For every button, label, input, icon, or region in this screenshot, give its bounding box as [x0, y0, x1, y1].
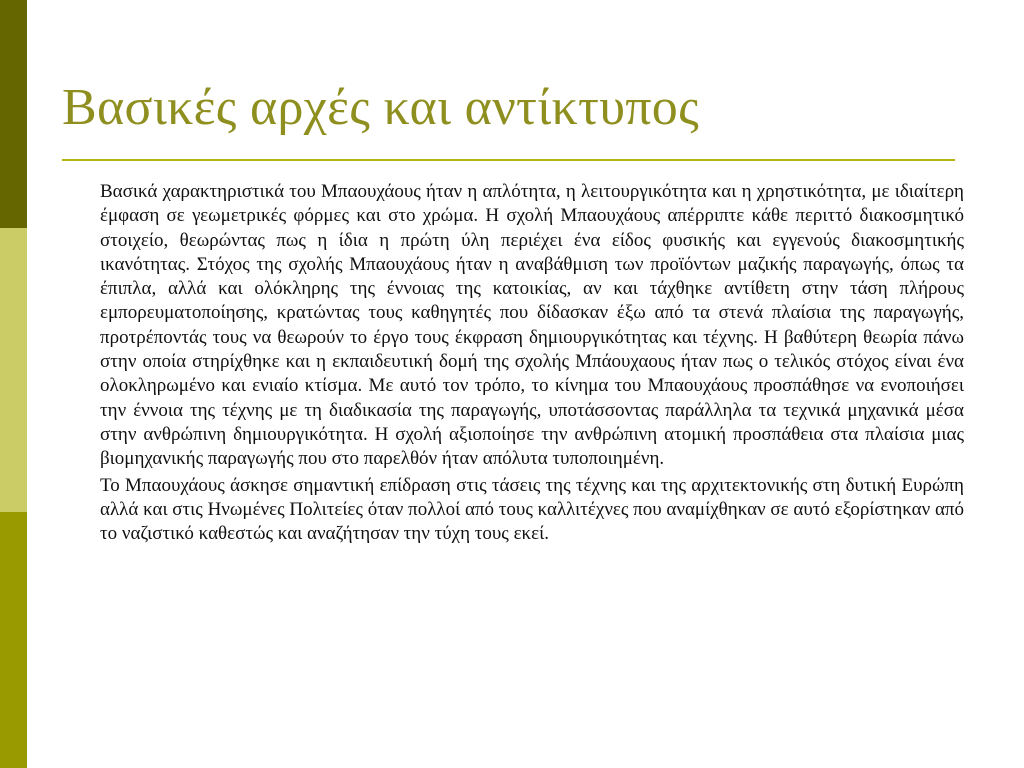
body-paragraph-2: Το Μπαουχάους άσκησε σημαντική επίδραση στις τάσεις της τέχνης και της αρχιτεκτονικής στη δυτική Ευρώπη αλλά και στις Ηνωμένες Πολιτείες όταν πολλοί από τους καλλιτέχνες που αναμίχθηκαν σε αυτό εξορίστηκαν από το ναζιστικό καθεστώς και αναζήτησαν την τύχη τους εκεί. — [100, 474, 965, 545]
slide-body — [100, 180, 964, 546]
body-paragraph-1: Βασικά χαρακτηριστικά του Μπαουχάους ήταν η απλότητα, η λειτουργικότητα και η χρηστικότητα, με ιδιαίτερη έμφαση σε γεωμετρικές φόρμες και στο χρώμα. Η σχολή Μπαουχάους απέρριπτε κάθε περιττό διακοσμητικό στοιχείο, θεωρώντας πως η ίδια η πρώτη ύλη περιέχει ένα είδος φυσικής και εγγενούς διακοσμητικής ικανότητας. Στόχος της σχολής Μπαουχάους ήταν η αναβάθμιση των προϊόντων μαζικής παραγωγής, όπως τα έπιπλα, αλλά και ολόκληρης της έννοιας της κατοικίας, αν και τάχθηκε αντίθετη στην τάση πλήρους εμπορευματοποίησης, κρατώντας τους καθηγητές που δίδασκαν έξω από τα στενά πλαίσια της παραγωγής, προτρέποντάς τους να θεωρούν το έργο τους έκφραση δημιουργικότητας και τέχνης. Η βαθύτερη θεωρία πάνω στην οποία στηρίχθηκε και η εκπαιδευτική δομή της σχολής Μπάουχαους ήταν πως ο τελικός στόχος είναι ένα ολοκληρωμένο και ενιαίο κτίσμα. Με αυτό τον τρόπο, το κίνημα του Μπαουχάους προσπάθησε να ενοποιήσει την έννοια της τέχνης με τη διαδικασία της παραγωγής, υποτάσσοντας παράλληλα τα τεχνικά μηχανικά μέσα στην ανθρώπινη δημιουργικότητα. Η σχολή αξιοποίησε την ανθρώπινη ατομική προσπάθεια στα πλαίσια μιας βιομηχανικής παραγωγής που στο παρελθόν ήταν απόλυτα τυποποιημένη. — [100, 181, 964, 470]
title-underline — [62, 159, 955, 161]
left-stripe-top — [0, 0, 27, 228]
left-stripe-middle — [0, 228, 27, 512]
slide-title: Βασικές αρχές και αντίκτυπος — [62, 79, 699, 136]
left-stripe-bottom — [0, 512, 27, 768]
